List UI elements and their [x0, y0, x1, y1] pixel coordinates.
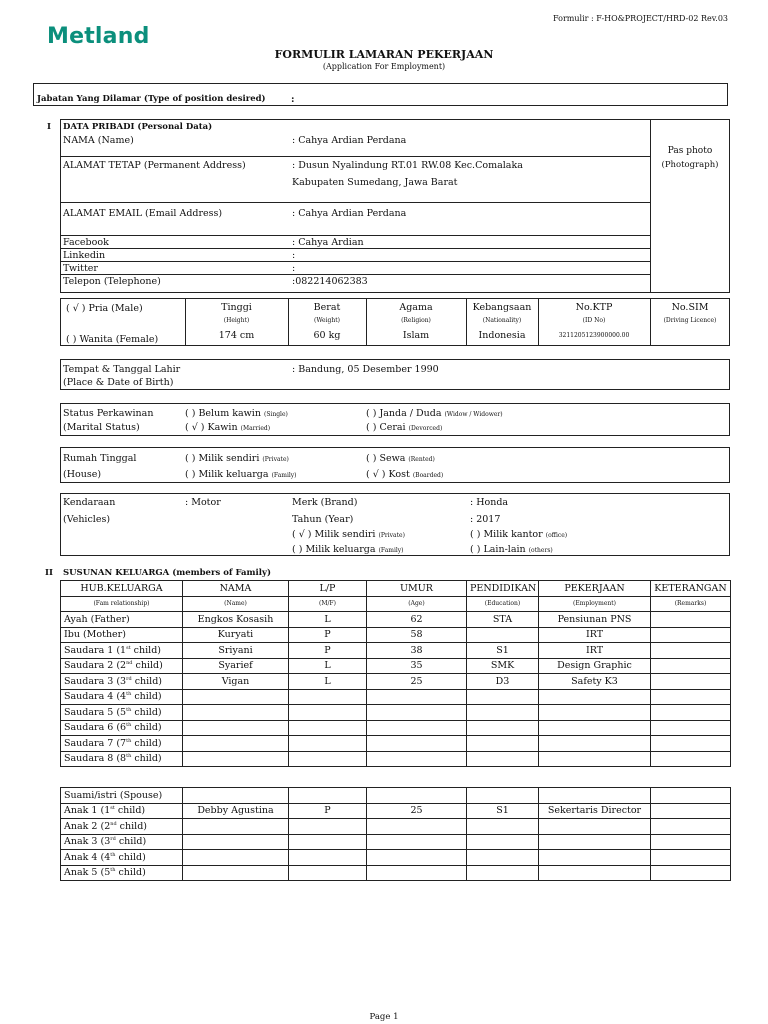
family-age-header: UMUR: [367, 581, 467, 597]
family-employment-cell[interactable]: IRT: [539, 643, 651, 659]
family-relationship-cell: Ibu (Mother): [61, 627, 183, 643]
table-row: [61, 689, 731, 705]
family-relationship-cell: Suami/istri (Spouse): [61, 788, 183, 804]
table-row: [61, 736, 731, 752]
email-label: ALAMAT EMAIL (Email Address): [63, 208, 223, 219]
twitter-value[interactable]: :: [292, 263, 296, 274]
family-age-cell[interactable]: [367, 850, 467, 866]
family-age-cell[interactable]: [367, 736, 467, 752]
table-row: [61, 674, 731, 690]
table-row: [61, 720, 731, 736]
family-name-cell[interactable]: [183, 788, 289, 804]
religion-sub: (Religion): [401, 317, 431, 324]
family-remarks-cell[interactable]: [651, 627, 731, 643]
facebook-label: Facebook: [63, 237, 109, 248]
family-employment-cell[interactable]: [539, 705, 651, 721]
name-value[interactable]: : Cahya Ardian Perdana: [292, 135, 407, 146]
family-sex-cell[interactable]: [289, 865, 367, 881]
section1-number: I: [47, 122, 51, 132]
family-sex-cell[interactable]: [289, 850, 367, 866]
section2-title: SUSUNAN KELUARGA (members of Family): [63, 568, 271, 578]
family-name-cell[interactable]: Syarief: [183, 658, 289, 674]
marital-married[interactable]: ( √ ) Kawin (Married): [185, 422, 271, 433]
family-remarks-cell[interactable]: [651, 788, 731, 804]
family-education-cell[interactable]: [467, 865, 539, 881]
family-education-cell[interactable]: D3: [467, 674, 539, 690]
family-employment-cell[interactable]: [539, 850, 651, 866]
religion-value[interactable]: Islam: [402, 330, 430, 341]
vehicle-label-en: (Vehicles): [63, 514, 111, 525]
table-row: [61, 834, 731, 850]
marital-divorced[interactable]: ( ) Cerai (Devorced): [366, 422, 443, 433]
twitter-label: Twitter: [63, 263, 98, 274]
family-name-cell[interactable]: [183, 705, 289, 721]
gender-male[interactable]: ( √ ) Pria (Male): [66, 303, 143, 314]
family-relationship-header: HUB.KELUARGA: [61, 581, 183, 597]
section1-title: DATA PRIBADI (Personal Data): [63, 122, 213, 132]
family-employment-cell[interactable]: Pensiunan PNS: [539, 612, 651, 628]
gender-female[interactable]: ( ) Wanita (Female): [66, 334, 159, 345]
family-education-cell[interactable]: [467, 788, 539, 804]
position-colon: :: [291, 94, 295, 105]
weight-sub: (Weight): [314, 317, 340, 324]
birth-label: Tempat & Tanggal Lahir: [63, 364, 181, 375]
family-remarks-cell[interactable]: [651, 803, 731, 819]
family-relationship-cell: Anak 3 (3rd child): [61, 834, 183, 850]
nationality-value[interactable]: Indonesia: [478, 330, 526, 341]
vehicle-label: Kendaraan: [63, 497, 116, 508]
height-sub: (Height): [223, 317, 250, 324]
family-name-cell[interactable]: [183, 834, 289, 850]
family-education-header: PENDIDIKAN: [467, 581, 539, 597]
weight-label: Berat: [313, 302, 341, 313]
vehicle-brand-label: Merk (Brand): [292, 497, 358, 508]
family-name-cell[interactable]: Sriyani: [183, 643, 289, 659]
table-row: [61, 643, 731, 659]
family-sex-cell[interactable]: [289, 689, 367, 705]
family-education-cell[interactable]: [467, 819, 539, 835]
family-age-cell[interactable]: [367, 751, 467, 767]
marital-label: Status Perkawinan: [63, 408, 154, 419]
family-subheader-row: [61, 596, 731, 612]
family-employment-subheader: (Employment): [539, 596, 651, 612]
ktp-value[interactable]: 3211205123900000.00: [558, 332, 630, 339]
vehicle-brand-value[interactable]: : Honda: [470, 497, 509, 508]
table-row: [61, 658, 731, 674]
address-label: ALAMAT TETAP (Permanent Address): [63, 160, 246, 171]
family-education-subheader: (Education): [467, 596, 539, 612]
family-age-cell[interactable]: [367, 788, 467, 804]
family-sex-cell[interactable]: P: [289, 803, 367, 819]
table-row: [61, 865, 731, 881]
family-employment-cell[interactable]: [539, 788, 651, 804]
family-relationship-cell: Anak 2 (2nd child): [61, 819, 183, 835]
family-name-cell[interactable]: Debby Agustina: [183, 803, 289, 819]
family-sex-cell[interactable]: [289, 819, 367, 835]
height-value[interactable]: 174 cm: [218, 330, 255, 341]
family-sex-cell[interactable]: [289, 834, 367, 850]
family-relationship-cell: Saudara 2 (2nd child): [61, 658, 183, 674]
family-remarks-cell[interactable]: [651, 612, 731, 628]
family-name-cell[interactable]: [183, 819, 289, 835]
table-row: [61, 705, 731, 721]
family-age-cell[interactable]: [367, 819, 467, 835]
family-relationship-cell: Saudara 4 (4th child): [61, 689, 183, 705]
family-employment-cell[interactable]: [539, 834, 651, 850]
family-relationship-cell: Saudara 7 (7th child): [61, 736, 183, 752]
sim-label: No.SIM: [671, 302, 709, 313]
family-education-cell[interactable]: [467, 736, 539, 752]
family-relationship-cell: Ayah (Father): [61, 612, 183, 628]
form-title: FORMULIR LAMARAN PEKERJAAN: [274, 48, 494, 61]
house-label: Rumah Tinggal: [63, 453, 137, 464]
family-education-cell[interactable]: SMK: [467, 658, 539, 674]
family-age-cell[interactable]: 58: [367, 627, 467, 643]
weight-value[interactable]: 60 kg: [313, 330, 341, 341]
family-remarks-cell[interactable]: [651, 865, 731, 881]
family-age-cell[interactable]: 35: [367, 658, 467, 674]
email-value[interactable]: : Cahya Ardian Perdana: [292, 208, 407, 219]
family-relationship-cell: Saudara 3 (3rd child): [61, 674, 183, 690]
house-label-en: (House): [63, 469, 102, 480]
vehicle-own-private[interactable]: ( √ ) Milik sendiri (Private): [292, 529, 405, 540]
table-row: [61, 788, 731, 804]
marital-single[interactable]: ( ) Belum kawin (Single): [185, 408, 288, 419]
vehicle-year-label: Tahun (Year): [292, 514, 354, 525]
table-row: [61, 850, 731, 866]
family-remarks-cell[interactable]: [651, 705, 731, 721]
family-employment-cell[interactable]: [539, 819, 651, 835]
address-line1[interactable]: : Dusun Nyalindung RT.01 RW.08 Kec.Comalaka: [292, 160, 523, 171]
family-remarks-cell[interactable]: [651, 643, 731, 659]
table-row: [61, 803, 731, 819]
family-age-cell[interactable]: 62: [367, 612, 467, 628]
family-age-cell[interactable]: 25: [367, 674, 467, 690]
spouse-table: [60, 787, 731, 881]
family-name-cell[interactable]: [183, 751, 289, 767]
family-name-cell[interactable]: Kuryati: [183, 627, 289, 643]
height-label: Tinggi: [221, 302, 252, 313]
house-family[interactable]: ( ) Milik keluarga (Family): [185, 469, 297, 480]
family-education-cell[interactable]: [467, 705, 539, 721]
family-age-cell[interactable]: [367, 865, 467, 881]
family-name-cell[interactable]: Vigan: [183, 674, 289, 690]
family-employment-cell[interactable]: Sekertaris Director: [539, 803, 651, 819]
family-remarks-cell[interactable]: [651, 751, 731, 767]
vehicle-type[interactable]: : Motor: [185, 497, 221, 508]
family-age-cell[interactable]: [367, 720, 467, 736]
marital-label-en: (Marital Status): [63, 422, 140, 433]
house-private[interactable]: ( ) Milik sendiri (Private): [185, 453, 289, 464]
position-label: Jabatan Yang Dilamar (Type of position desired): [37, 94, 266, 104]
vehicle-year-value[interactable]: : 2017: [470, 514, 501, 525]
address-line2[interactable]: Kabupaten Sumedang, Jawa Barat: [292, 177, 458, 188]
facebook-value[interactable]: : Cahya Ardian: [292, 237, 364, 248]
family-employment-cell[interactable]: [539, 865, 651, 881]
table-row: [61, 627, 731, 643]
family-sex-cell[interactable]: [289, 705, 367, 721]
sim-sub: (Driving Licence): [663, 317, 717, 324]
family-sex-header: L/P: [289, 581, 367, 597]
family-name-cell[interactable]: Engkos Kosasih: [183, 612, 289, 628]
family-remarks-cell[interactable]: [651, 834, 731, 850]
family-relationship-subheader: (Fam relationship): [61, 596, 183, 612]
family-employment-cell[interactable]: IRT: [539, 627, 651, 643]
family-remarks-cell[interactable]: [651, 819, 731, 835]
family-education-cell[interactable]: S1: [467, 803, 539, 819]
vehicle-own-office[interactable]: ( ) Milik kantor (office): [470, 529, 568, 540]
family-relationship-cell: Anak 4 (4th child): [61, 850, 183, 866]
family-education-cell[interactable]: [467, 627, 539, 643]
family-sex-cell[interactable]: [289, 720, 367, 736]
family-name-subheader: (Name): [183, 596, 289, 612]
family-sex-cell[interactable]: [289, 751, 367, 767]
family-education-cell[interactable]: [467, 834, 539, 850]
family-employment-cell[interactable]: Safety K3: [539, 674, 651, 690]
family-relationship-cell: Saudara 8 (8th child): [61, 751, 183, 767]
family-name-cell[interactable]: [183, 865, 289, 881]
name-label: NAMA (Name): [63, 135, 134, 146]
linkedin-label: Linkedin: [63, 250, 106, 261]
family-age-cell[interactable]: [367, 689, 467, 705]
family-education-cell[interactable]: STA: [467, 612, 539, 628]
family-remarks-cell[interactable]: [651, 674, 731, 690]
family-name-cell[interactable]: [183, 720, 289, 736]
metland-logo: Metland: [47, 24, 150, 49]
family-age-cell[interactable]: 38: [367, 643, 467, 659]
family-sex-cell[interactable]: P: [289, 627, 367, 643]
family-sex-cell[interactable]: P: [289, 643, 367, 659]
phone-label: Telepon (Telephone): [63, 276, 161, 287]
family-relationship-cell: Saudara 1 (1st child): [61, 643, 183, 659]
family-sex-cell[interactable]: [289, 788, 367, 804]
vehicle-own-other[interactable]: ( ) Lain-lain (others): [470, 544, 553, 555]
phone-value[interactable]: :082214062383: [292, 276, 368, 287]
family-age-cell[interactable]: [367, 705, 467, 721]
section2-number: II: [45, 568, 53, 578]
family-age-subheader: (Age): [367, 596, 467, 612]
marital-widow[interactable]: ( ) Janda / Duda (Widow / Widower): [366, 408, 503, 419]
house-rented[interactable]: ( ) Sewa (Rented): [366, 453, 435, 464]
family-age-cell[interactable]: [367, 834, 467, 850]
family-name-cell[interactable]: [183, 850, 289, 866]
family-relationship-cell: Saudara 5 (5th child): [61, 705, 183, 721]
family-remarks-cell[interactable]: [651, 850, 731, 866]
family-name-cell[interactable]: [183, 736, 289, 752]
vehicle-own-family[interactable]: ( ) Milik keluarga (Family): [292, 544, 404, 555]
family-header-row: [61, 581, 731, 597]
family-relationship-cell: Anak 1 (1st child): [61, 803, 183, 819]
table-row: [61, 819, 731, 835]
family-employment-cell[interactable]: [539, 736, 651, 752]
family-name-cell[interactable]: [183, 689, 289, 705]
family-employment-header: PEKERJAAN: [539, 581, 651, 597]
nationality-label: Kebangsaan: [472, 302, 532, 313]
ktp-sub: (ID No): [582, 317, 606, 324]
ktp-label: No.KTP: [575, 302, 613, 313]
family-education-cell[interactable]: [467, 689, 539, 705]
family-sex-cell[interactable]: L: [289, 674, 367, 690]
family-education-cell[interactable]: [467, 720, 539, 736]
family-remarks-subheader: (Remarks): [651, 596, 731, 612]
position-input[interactable]: [300, 88, 720, 102]
family-sex-cell[interactable]: L: [289, 658, 367, 674]
linkedin-value[interactable]: :: [292, 250, 296, 261]
family-remarks-cell[interactable]: [651, 658, 731, 674]
family-table: [60, 580, 731, 767]
family-remarks-cell[interactable]: [651, 720, 731, 736]
table-row: [61, 612, 731, 628]
family-employment-cell[interactable]: [539, 720, 651, 736]
house-boarded[interactable]: ( √ ) Kost (Boarded): [366, 469, 444, 480]
family-remarks-cell[interactable]: [651, 736, 731, 752]
family-sex-cell[interactable]: L: [289, 612, 367, 628]
family-employment-cell[interactable]: Design Graphic: [539, 658, 651, 674]
birth-label-en: (Place & Date of Birth): [63, 377, 174, 388]
family-remarks-header: KETERANGAN: [651, 581, 731, 597]
family-employment-cell[interactable]: [539, 751, 651, 767]
page-number: Page 1: [369, 1012, 399, 1022]
form-code: Formulir : F-HO&PROJECT/HRD-02 Rev.03: [553, 14, 728, 23]
family-sex-cell[interactable]: [289, 736, 367, 752]
photo-label: Pas photo: [667, 146, 713, 156]
photo-sub: (Photograph): [661, 160, 719, 170]
family-relationship-cell: Saudara 6 (6th child): [61, 720, 183, 736]
family-relationship-cell: Anak 5 (5th child): [61, 865, 183, 881]
family-remarks-cell[interactable]: [651, 689, 731, 705]
religion-label: Agama: [399, 302, 433, 313]
birth-value[interactable]: : Bandung, 05 Desember 1990: [292, 364, 439, 375]
family-education-cell[interactable]: S1: [467, 643, 539, 659]
table-row: [61, 751, 731, 767]
family-education-cell[interactable]: [467, 751, 539, 767]
family-age-cell[interactable]: 25: [367, 803, 467, 819]
family-education-cell[interactable]: [467, 850, 539, 866]
nationality-sub: (Nationality): [482, 317, 522, 324]
family-sex-subheader: (M/F): [289, 596, 367, 612]
form-subtitle: (Application For Employment): [322, 62, 446, 71]
family-name-header: NAMA: [183, 581, 289, 597]
family-employment-cell[interactable]: [539, 689, 651, 705]
